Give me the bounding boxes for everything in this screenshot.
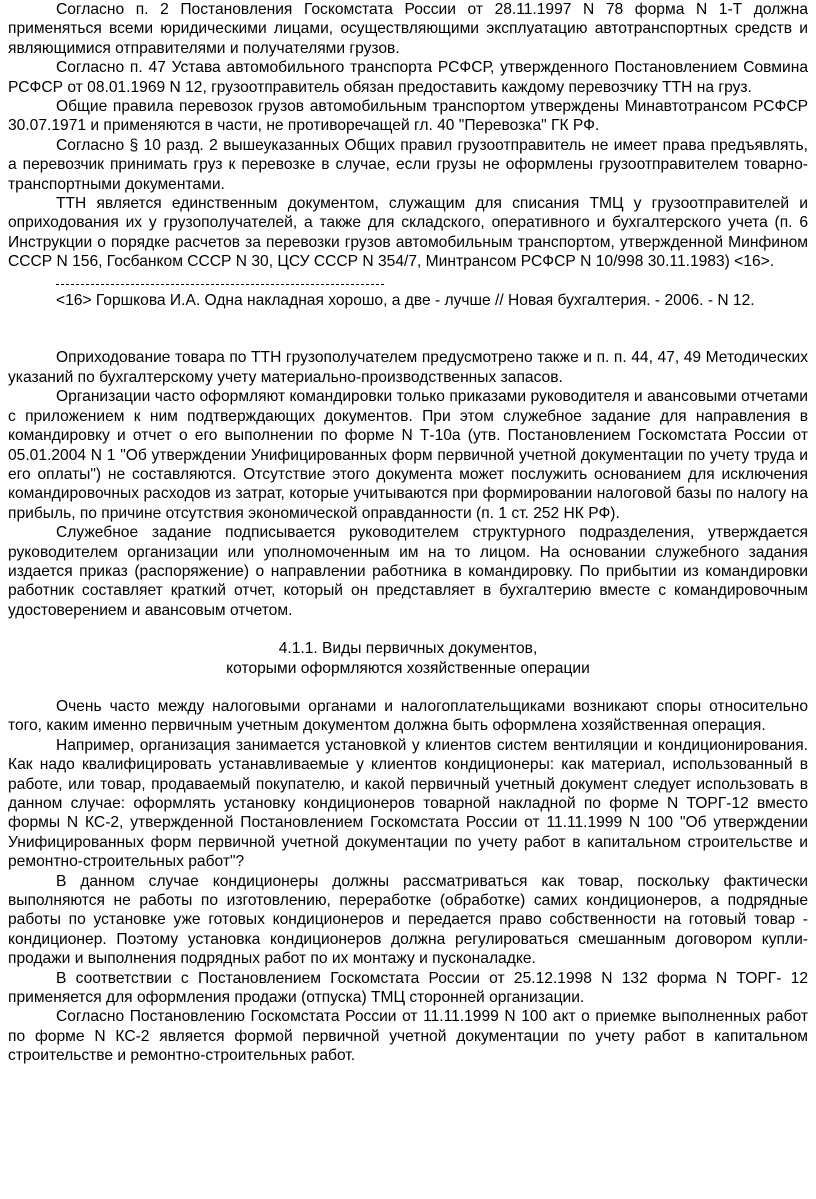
blank-space [8,678,808,697]
paragraph-ttn-edinstvennyi: ТТН является единственным документом, служащим для списания ТМЦ у грузоотправителей и оприходования их у грузополучателей, а также для складского, оперативного и бухгалтерского учета (п. 6 Инструкции о порядке расчетов за перевозки грузов автомобильным транспортом, утвержденной Минфином СССР N 156, Госбанком СССР N 30, ЦСУ СССР N 354/7, Минтрансом РСФСР N 10/998 30.11.1983) <16>. [8,195,808,271]
blank-space [8,620,808,639]
footnote-16: <16> Горшкова И.А. Одна накладная хорошо, а две - лучше // Новая бухгалтерия. - 2006. - N 12. [56,292,755,310]
blank-space [8,310,808,348]
paragraph-konditsionery-kak-tovar: В данном случае кондиционеры должны рассматриваться как товар, поскольку фактически выполняются не работы по изготовлению, переработке (обработке) самих кондиционеров, а подрядные работы по установке уже готовых кондиционеров и передается право собственности на готовый товар - кондиционер. Поэтому установка кондиционеров должна регулироваться смешанным договором купли-продажи и выполнения подрядных работ по их монтажу и пусконаладке. [8,872,808,968]
paragraph-goskomstat-form-1t: Согласно п. 2 Постановления Госкомстата России от 28.11.1997 N 78 форма N 1-Т должна применяться всеми юридическими лицами, осуществляющими эксплуатацию автотранспортных средств и являющимися отправителями и получателями грузов. [8,1,808,57]
section-heading-line-1: 4.1.1. Виды первичных документов, [278,640,538,658]
paragraph-oprihodovanie: Оприходование товара по ТТН грузополучателем предусмотрено также и п. п. 44, 47, 49 Методических указаний по бухгалтерскому учету материально-производственных запасов. [8,349,808,386]
paragraph-sluzhebnoe-zadanie: Служебное задание подписывается руководителем структурного подразделения, утверждается руководителем организации или уполномоченным им на то лицом. На основании служебного задания издается приказ (распоряжение) о направлении работника в командировку. По прибытии из командировки работник составляет краткий отчет, который он представляет в бухгалтерию вместе с командировочным удостоверением и авансовым отчетом. [8,524,808,619]
paragraph-ks-2: Согласно Постановлению Госкомстата России от 11.11.1999 N 100 акт о приемке выполненных работ по форме N КС-2 является формой первичной учетной документации по учету работ в капитальном строительстве и ремонтно-строительных работ. [8,1008,808,1065]
footnote-separator [56,272,808,291]
paragraph-obshie-pravila: Общие правила перевозок грузов автомобильным транспортом утверждены Минавтотрансом РСФСР 30.07.1971 и применяются в части, не противоречащей гл. 40 "Перевозка" ГК РФ. [8,98,808,135]
paragraph-ustav-avtotransporta: Согласно п. 47 Устава автомобильного транспорта РСФСР, утвержденного Постановлением Совмина РСФСР от 08.01.1969 N 12, грузоотправитель обязан предоставить каждому перевозчику ТТН на груз. [8,59,808,96]
paragraph-paragraph-10: Согласно § 10 разд. 2 вышеуказанных Общих правил грузоотправитель не имеет права предъявлять, а перевозчик принимать груз к перевозке в случае, если грузы не оформлены грузоотправителем товарно-транспортными документами. [8,136,808,193]
paragraph-torg-12: В соответствии с Постановлением Госкомстата России от 25.12.1998 N 132 форма N ТОРГ- 12 применяется для оформления продажи (отпуска) ТМЦ сторонней организации. [8,969,808,1007]
section-heading [8,639,808,678]
paragraph-spory: Очень часто между налоговыми органами и налогоплательщиками возникают споры относительно того, каким именно первичным учетным документом должна быть оформлена хозяйственная операция. [8,697,808,735]
section-heading-line-2: которыми оформляются хозяйственные операции [226,659,590,677]
paragraph-primer-konditsionery: Например, организация занимается установкой у клиентов систем вентиляции и кондиционирования. Как надо квалифицировать устанавливаемые у клиентов кондиционеры: как материал, использованный в работе, или товар, продаваемый покупателю, и какой первичный учетный документ следует использовать в данном случае: оформлять установку кондиционеров товарной накладной по форме N ТОРГ-12 вместо формы N КС-2, утвержденной Постановлением Госкомстата России от 11.11.1999 N 100 "Об утверждении Унифицированных форм первичной учетной документации по учету работ в капитальном строительстве и ремонтно-строительных работ"? [8,736,808,871]
document-page [8,0,808,1066]
paragraph-komandirovki: Организации часто оформляют командировки только приказами руководителя и авансовыми отчетами с приложением к ним подтверждающих документов. При этом служебное задание для направления в командировку и отчет о его выполнении по форме N Т-10а (утв. Постановлением Госкомстата России от 05.01.2004 N 1 "Об утверждении Унифицированных форм первичной учетной документации по учету труда и его оплаты") не составляются. Отсутствие этого документа может послужить основанием для исключения командировочных расходов из затрат, которые учитываются при формировании налоговой базы по налогу на прибыль, по причине отсутствия экономической оправданности (п. 1 ст. 252 НК РФ). [8,388,808,522]
